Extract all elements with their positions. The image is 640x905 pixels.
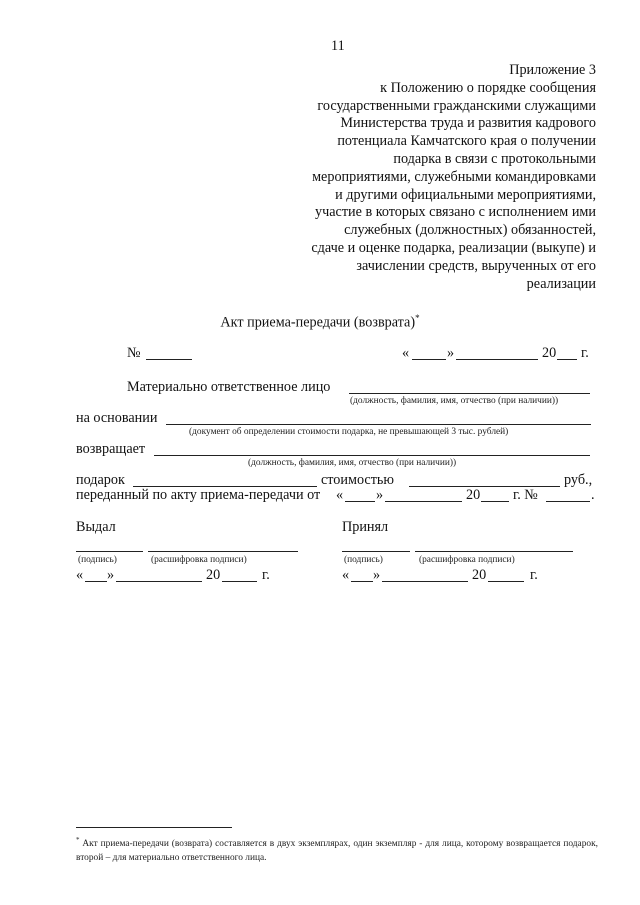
transferred-number-field[interactable] xyxy=(546,501,590,502)
cost-label: стоимостью xyxy=(321,472,394,488)
appendix-line: служебных (должностных) обязанностей, xyxy=(344,222,596,239)
received-month-field[interactable] xyxy=(382,581,468,582)
issued-signature-field[interactable] xyxy=(76,551,143,552)
appendix-line: подарка в связи с протокольными xyxy=(393,150,596,167)
footnote-mark: * xyxy=(76,836,80,844)
quote-close: » xyxy=(447,345,455,361)
act-year-field[interactable] xyxy=(557,359,577,360)
returns-label: возвращает xyxy=(76,441,146,457)
act-month-field[interactable] xyxy=(456,359,538,360)
basis-field[interactable] xyxy=(166,424,591,425)
number-label: № xyxy=(127,345,141,361)
appendix-line: мероприятиями, служебными командировками xyxy=(312,168,596,185)
received-decode-hint: (расшифровка подписи) xyxy=(419,555,515,565)
issued-year-suffix: г. xyxy=(262,567,270,583)
responsible-label: Материально ответственное лицо xyxy=(127,379,331,395)
transferred-quote-close: » xyxy=(376,487,384,503)
received-label: Принял xyxy=(342,519,389,535)
year-suffix: г. xyxy=(581,345,589,361)
issued-label: Выдал xyxy=(76,519,116,535)
appendix-line: и другими официальными мероприятиями, xyxy=(335,186,596,203)
appendix-line: потенциала Камчатского края о получении xyxy=(337,133,596,150)
basis-hint: (документ об определении стоимости подарка, не превышающей 3 тыс. рублей) xyxy=(189,427,509,437)
appendix-line: реализации xyxy=(526,275,596,292)
document-title xyxy=(0,310,640,332)
issued-decode-field[interactable] xyxy=(148,551,298,552)
footnote xyxy=(76,833,598,865)
received-year-suffix: г. xyxy=(530,567,538,583)
responsible-field[interactable] xyxy=(349,393,590,394)
received-quote-open: « xyxy=(342,567,350,583)
issued-decode-hint: (расшифровка подписи) xyxy=(151,555,247,565)
transferred-end: . xyxy=(591,487,595,503)
appendix-line: к Положению о порядке сообщения xyxy=(380,79,596,96)
transferred-year-prefix: 20 xyxy=(466,487,481,503)
received-decode-field[interactable] xyxy=(415,551,573,552)
basis-label: на основании xyxy=(76,410,158,426)
footnote-text: Акт приема-передачи (возврата) составляется в двух экземплярах, один экземпляр - для лица, которому возвращается подарок, второй – для материально ответственного лица. xyxy=(76,839,598,864)
appendix-line: зачислении средств, вырученных от его xyxy=(356,257,596,274)
currency-label: руб., xyxy=(564,472,593,488)
received-quote-close: » xyxy=(373,567,381,583)
transferred-day-field[interactable] xyxy=(345,501,375,502)
issued-signature-hint: (подпись) xyxy=(78,555,117,565)
returns-field[interactable] xyxy=(154,455,590,456)
year-prefix: 20 xyxy=(542,345,557,361)
issued-day-field[interactable] xyxy=(85,581,107,582)
gift-label: подарок xyxy=(76,472,125,488)
received-signature-field[interactable] xyxy=(342,551,410,552)
issued-quote-open: « xyxy=(76,567,84,583)
transferred-month-field[interactable] xyxy=(385,501,462,502)
issued-quote-close: » xyxy=(107,567,115,583)
appendix-line: Приложение 3 xyxy=(509,62,596,78)
received-signature-hint: (подпись) xyxy=(344,555,383,565)
transferred-number-label: г. № xyxy=(513,487,538,503)
received-day-field[interactable] xyxy=(351,581,373,582)
transferred-quote-open: « xyxy=(336,487,344,503)
transferred-label: переданный по акту приема-передачи от xyxy=(76,487,321,503)
received-year-field[interactable] xyxy=(488,581,524,582)
appendix-line: участие в которых связано с исполнением ими xyxy=(315,204,596,221)
issued-year-field[interactable] xyxy=(222,581,257,582)
returns-hint: (должность, фамилия, имя, отчество (при наличии)) xyxy=(248,458,457,468)
appendix-line: государственными гражданскими служащими xyxy=(317,97,596,114)
act-day-field[interactable] xyxy=(412,359,446,360)
issued-year-prefix: 20 xyxy=(206,567,221,583)
title-footnote-mark: * xyxy=(415,313,420,323)
received-year-prefix: 20 xyxy=(472,567,487,583)
appendix-line: Министерства труда и развития кадрового xyxy=(340,115,596,132)
appendix-header xyxy=(236,62,596,293)
appendix-line: сдаче и оценке подарка, реализации (выкупе) и xyxy=(311,239,596,256)
responsible-hint: (должность, фамилия, имя, отчество (при наличии)) xyxy=(350,396,559,406)
issued-month-field[interactable] xyxy=(116,581,202,582)
page-number: 11 xyxy=(331,38,345,54)
transferred-year-field[interactable] xyxy=(481,501,509,502)
quote-open: « xyxy=(402,345,410,361)
footnote-divider xyxy=(76,827,232,828)
act-number-field[interactable] xyxy=(146,359,192,360)
title-text: Акт приема-передачи (возврата) xyxy=(220,314,416,331)
